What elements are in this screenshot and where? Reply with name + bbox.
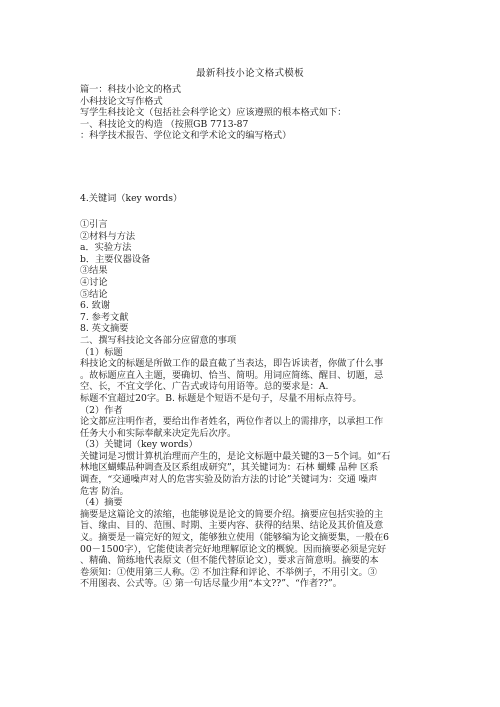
text-line: 不用图表、公式等。④ 第一句话尽量少用“本文??”、“作者??”。 bbox=[80, 578, 342, 590]
text-line: ：科学技术报告、学位论文和学术论文的编写格式） bbox=[80, 130, 292, 142]
text-line: （1）标题 bbox=[80, 346, 123, 358]
text-line: ②材料与方法 bbox=[80, 230, 136, 242]
text-line: 科技论文的标题是所做工作的最直截了当表达，即告诉读者，你做了什么事 bbox=[80, 358, 384, 370]
text-line: 小科技论文写作格式 bbox=[80, 95, 163, 107]
body-block bbox=[80, 219, 430, 590]
text-line: 一、科技论文的构造 （按照GB 7713-87 bbox=[80, 118, 249, 130]
document-title: 最新科技小论文格式模板 bbox=[196, 68, 304, 79]
text-line: 义。摘要是一篇完好的短文，能够独立使用（能够编为论文摘要集，一般在6 bbox=[80, 532, 390, 544]
text-line: （4）摘要 bbox=[80, 497, 123, 509]
text-line: 写学生科技论文（包括社会科学论文）应该遵照的根本格式如下： bbox=[80, 107, 347, 119]
text-line: a．实验方法 bbox=[80, 242, 132, 254]
text-line: b．主要仪器设备 bbox=[80, 253, 151, 265]
text-line: （2）作者 bbox=[80, 404, 123, 416]
text-line: 4.关键词（key words） bbox=[80, 193, 183, 204]
text-line: 8. 英文摘要 bbox=[80, 323, 129, 335]
text-line: 任务大小和实际奉献来决定先后次序。 bbox=[80, 427, 237, 439]
text-line: 00－1500字），它能使读者完好地理解原论文的概貌。因而摘要必须是完好 bbox=[80, 543, 387, 555]
text-line: 旨、缘由、目的、范围、时期、主要内容、获得的结果、结论及其价值及意 bbox=[80, 520, 384, 532]
text-line: 林地区蝴蝶品种调查及区系组成研究”，其关键词为：石林 蝴蝶 品种 区系 bbox=[80, 462, 379, 474]
text-line: 关键词是习惯计算机治理而产生的，是论文标题中最关键的3－5个词。如“石 bbox=[80, 450, 391, 462]
text-line: 6. 致谢 bbox=[80, 300, 111, 312]
text-line: 。故标题应直入主题，要确切、恰当、简明。用词应简练、醒目、切题，忌 bbox=[80, 369, 384, 381]
text-line: 论文都应注明作者，要给出作者姓名，两位作者以上的需排序，以承担工作 bbox=[80, 416, 384, 428]
text-line: 空、长，不宜文学化、广告式或诗句用语等。总的要求是：A. bbox=[80, 381, 329, 393]
text-line: ⑤结论 bbox=[80, 288, 108, 300]
text-line: 二、撰写科技论文各部分应留意的事项 bbox=[80, 334, 237, 346]
text-line: 、精确、简练地代表原文（但不能代替原论文），要求言简意明。摘要的本 bbox=[80, 555, 379, 567]
intro-block bbox=[80, 84, 430, 142]
text-line: ①引言 bbox=[80, 219, 108, 230]
text-line: 调查，“交通噪声对人的危害实验及防治方法的讨论”关键词为：交通 噪声 bbox=[80, 474, 378, 486]
text-line: ④讨论 bbox=[80, 276, 108, 288]
text-line: 篇一：科技小论文的格式 bbox=[80, 84, 182, 95]
text-line: 标题不宜超过20字。B. 标题是个短语不是句子，尽量不用标点符号。 bbox=[80, 392, 362, 404]
keywords-heading-block bbox=[80, 193, 430, 205]
text-line: 卷须知：①使用第三人称。② 不加注释和评论、不举例子，不用引文。③ bbox=[80, 566, 377, 578]
text-line: 7. 参考文献 bbox=[80, 311, 129, 323]
text-line: 危害 防治。 bbox=[80, 485, 129, 497]
text-line: ③结果 bbox=[80, 265, 108, 277]
text-line: （3）关键词（key words） bbox=[80, 439, 198, 451]
text-line: 摘要是这篇论文的浓缩，也能够说是论文的简要介绍。摘要应包括实验的主 bbox=[80, 508, 384, 520]
